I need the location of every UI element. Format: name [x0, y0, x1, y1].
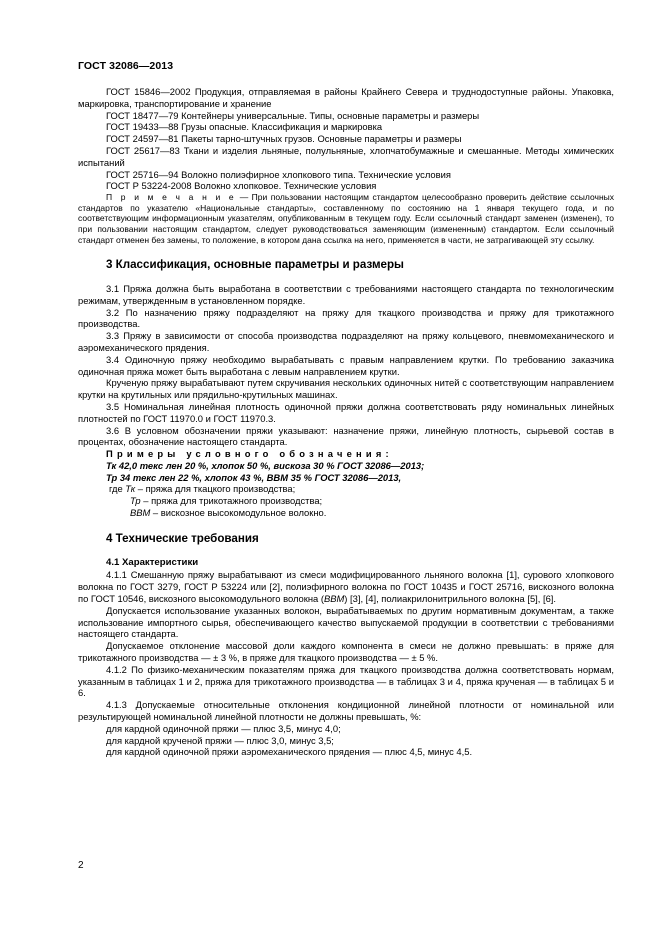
para-4-1-1-text-b: ) [3], [4], полиакрилонитрильного волокна [5], [6].: [344, 593, 557, 605]
para-3-5: 3.5 Номинальная линейная плотность одиночной пряжи должна соответствовать ряду номинальных линейных плотностей по ГОСТ 11970.0 и ГОСТ 11970.3.: [78, 400, 614, 424]
where-line-1: [109, 483, 614, 495]
section-3-title: 3 Классификация, основные параметры и размеры: [106, 258, 404, 272]
example-2: Тр 34 текс лен 22 %, хлопок 43 %, ВВМ 35 % ГОСТ 32086—2013,: [106, 471, 402, 483]
ref-item: ГОСТ 25716—94 Волокно полиэфирное хлопкового типа. Технические условия: [106, 168, 451, 180]
where-text-2: – пряжа для трикотажного производства;: [140, 495, 323, 507]
doc-header-code: ГОСТ 32086—2013: [78, 60, 174, 72]
page-content: [78, 86, 614, 758]
para-3-4: 3.4 Одиночную пряжу необходимо вырабатывать с правым направлением крутки. По требованию заказчика одиночная пряжа может быть выработана с левым направлением крутки.: [78, 353, 614, 377]
abbr-vvm: ВВМ: [130, 507, 151, 519]
list-item: для кардной крученой пряжи — плюс 3,0, минус 3,5;: [106, 734, 334, 746]
where-line-2: [130, 495, 614, 507]
list-item: для кардной одиночной пряжи аэромеханического прядения — плюс 4,5, минус 4,5.: [106, 746, 473, 758]
section-4-title: 4 Технические требования: [106, 531, 259, 545]
ref-item: ГОСТ 18477—79 Контейнеры универсальные. Типы, основные параметры и размеры: [106, 109, 480, 121]
ref-item: ГОСТ 24597—81 Пакеты тарно-штучных грузов. Основные параметры и размеры: [106, 133, 462, 145]
note-paragraph: [78, 192, 614, 245]
para-4-1-1: [78, 569, 614, 604]
para-4-1-1-b: Допускается использование указанных волокон, вырабатываемых по другим нормативным документам, а также использование импортного сырья, обеспечивающего качество выпускаемой продукции в соответствии с требованиями настоящего стандарта.: [78, 604, 614, 640]
para-3-3: 3.3 Пряжу в зависимости от способа производства подразделяют на пряжу кольцевого, пневмомеханического и аэромеханического прядения.: [78, 330, 614, 353]
abbr-vvm-inline: ВВМ: [323, 593, 345, 605]
where-text-3: – вискозное высокомодульное волокно.: [150, 507, 327, 519]
para-3-6: 3.6 В условном обозначении пряжи указывают: назначение пряжи, линейную плотность, сырьевой состав в процентах, обозначение настоящего стандарта.: [78, 424, 614, 448]
para-4-1-3: 4.1.3 Допускаемые относительные отклонения кондиционной линейной плотности от номинальной или результирующей номинальной линейной плотности не должны превышать, %:: [78, 699, 614, 723]
para-3-1: 3.1 Пряжа должна быть выработана в соответствии с требованиями настоящего стандарта по технологическим режимам, утвержденным в установленном порядке.: [78, 282, 614, 306]
para-4-1-1-text-a: 4.1.1 Смешанную пряжу вырабатывают из смеси модифицированного льняного волокна [1], сурового хлопкового волокна по ГОСТ 3279, ГОСТ Р 53224 или [2], полиэфирного волокна по ГОСТ 10435 и ГОСТ 25716, вискозного волокна по ГОСТ 10546, вискозного высокомодульного волокна (: [78, 569, 614, 605]
list-item: для кардной одиночной пряжи — плюс 3,5, минус 4,0;: [106, 722, 341, 734]
ref-item: ГОСТ Р 53224-2008 Волокно хлопковое. Технические условия: [106, 180, 377, 192]
where-text-1: – пряжа для ткацкого производства;: [135, 483, 296, 495]
where-line-3: [130, 507, 614, 519]
abbr-tr: Тр: [130, 495, 141, 507]
page-number: 2: [78, 860, 84, 871]
ref-item: ГОСТ 19433—88 Грузы опасные. Классификация и маркировка: [106, 121, 383, 133]
examples-heading: Примеры условного обозначения:: [106, 448, 393, 460]
note-label: П р и м е ч а н и е: [106, 192, 237, 203]
para-3-2: 3.2 По назначению пряжу подразделяют на пряжу для ткацкого производства и пряжу для трикотажного производства.: [78, 306, 614, 330]
where-word: где: [109, 483, 126, 495]
para-4-1-2: 4.1.2 По физико-механическим показателям пряжа для ткацкого производства должна соответствовать нормам, указанным в таблицах 1 и 2, пряжа для трикотажного производства — в таблицах 3 и 4, пряжа крученая — в таблицах 5 и 6.: [78, 663, 614, 699]
para-3-4b: Крученую пряжу вырабатывают путем скручивания нескольких одиночных нитей с соответствующим направлением крутки на крутильных или прядильно-крутильных машинах.: [78, 377, 614, 401]
ref-item: ГОСТ 15846—2002 Продукция, отправляемая в районы Крайнего Севера и труднодоступные районы. Упаковка, маркировка, транспортирование и хранение: [78, 86, 614, 109]
note-text: — При пользовании настоящим стандартом целесообразно проверить действие ссылочных стандартов по указателю «Национальные стандарты», составленному по состоянию на 1 января текущего года, и по соответствующим информационным указателям, опубликованным в текущем году. Если ссылочный стандарт заменен (изменен), то при пользовании настоящим стандартом, следует руководствоваться заменяющим (измененным) стандартом. Если ссылочный стандарт отменен без замены, то положение, в котором дана ссылка на него, применяется в части, не затрагивающей эту ссылку.: [78, 192, 614, 245]
example-1: Тк 42,0 текс лен 20 %, хлопок 50 %, вискоза 30 % ГОСТ 32086—2013;: [106, 459, 425, 471]
subsection-4-1-title: 4.1 Характеристики: [106, 556, 199, 568]
para-4-1-1-c: Допускаемое отклонение массовой доли каждого компонента в смеси не должно превышать: в пряже для трикотажного производства — ± 3 %, в пряже для ткацкого производства — ± 5 %.: [78, 640, 614, 664]
abbr-tk: Тк: [125, 483, 136, 495]
ref-item: ГОСТ 25617—83 Ткани и изделия льняные, полульняные, хлопчатобумажные и смешанные. Методы химических испытаний: [78, 144, 614, 168]
